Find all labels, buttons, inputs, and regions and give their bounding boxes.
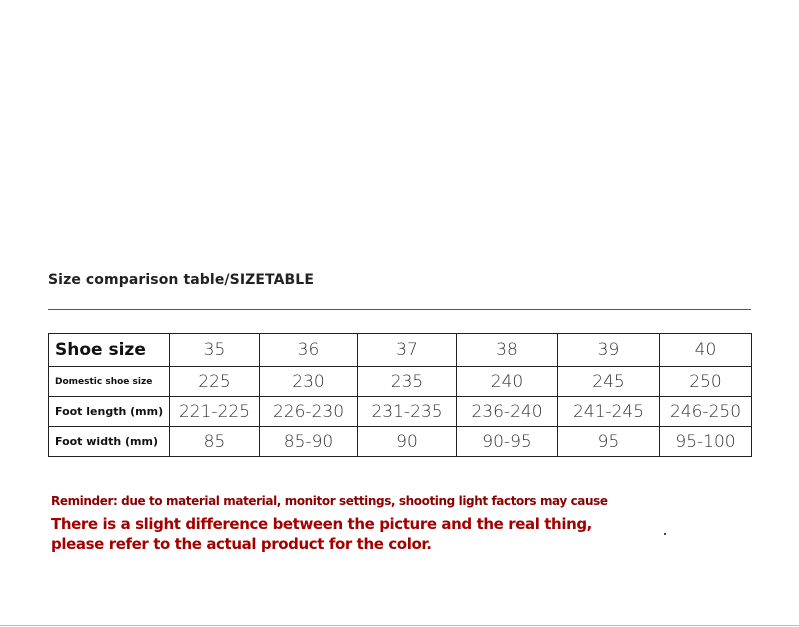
table-cell: 40: [660, 334, 752, 367]
table-cell: 85-90: [260, 427, 358, 457]
table-cell: 226-230: [260, 397, 358, 427]
table-cell: 221-225: [170, 397, 260, 427]
note-line-1: There is a slight difference between the picture and the real thing,: [51, 515, 592, 533]
bottom-divider: [0, 625, 799, 626]
table-cell: 241-245: [558, 397, 660, 427]
row-header: Shoe size: [49, 334, 170, 367]
table-cell: 230: [260, 367, 358, 397]
stray-dot: [664, 533, 666, 535]
table-cell: 240: [457, 367, 558, 397]
table-cell: 95: [558, 427, 660, 457]
table-cell: 235: [358, 367, 457, 397]
table-cell: 225: [170, 367, 260, 397]
table-cell: 35: [170, 334, 260, 367]
table-cell: 36: [260, 334, 358, 367]
title-divider: [48, 309, 751, 310]
row-header: Domestic shoe size: [49, 367, 170, 397]
table-cell: 37: [358, 334, 457, 367]
table-cell: 246-250: [660, 397, 752, 427]
table-title: Size comparison table/SIZETABLE: [48, 272, 314, 288]
table-cell: 245: [558, 367, 660, 397]
table-row-shoe-size: [49, 334, 752, 367]
table-cell: 231-235: [358, 397, 457, 427]
table-cell: 250: [660, 367, 752, 397]
table-row-foot-width: [49, 427, 752, 457]
table-row-foot-length: [49, 397, 752, 427]
table-cell: 236-240: [457, 397, 558, 427]
row-header: Foot length (mm): [49, 397, 170, 427]
note-line-2: please refer to the actual product for the color.: [51, 535, 432, 553]
table-cell: 90: [358, 427, 457, 457]
table-cell: 95-100: [660, 427, 752, 457]
reminder-text: Reminder: due to material material, monitor settings, shooting light factors may cause: [51, 494, 608, 508]
table-row-domestic-size: [49, 367, 752, 397]
table-cell: 90-95: [457, 427, 558, 457]
table-cell: 85: [170, 427, 260, 457]
row-header: Foot width (mm): [49, 427, 170, 457]
size-table: [48, 333, 752, 457]
table-cell: 39: [558, 334, 660, 367]
table-cell: 38: [457, 334, 558, 367]
